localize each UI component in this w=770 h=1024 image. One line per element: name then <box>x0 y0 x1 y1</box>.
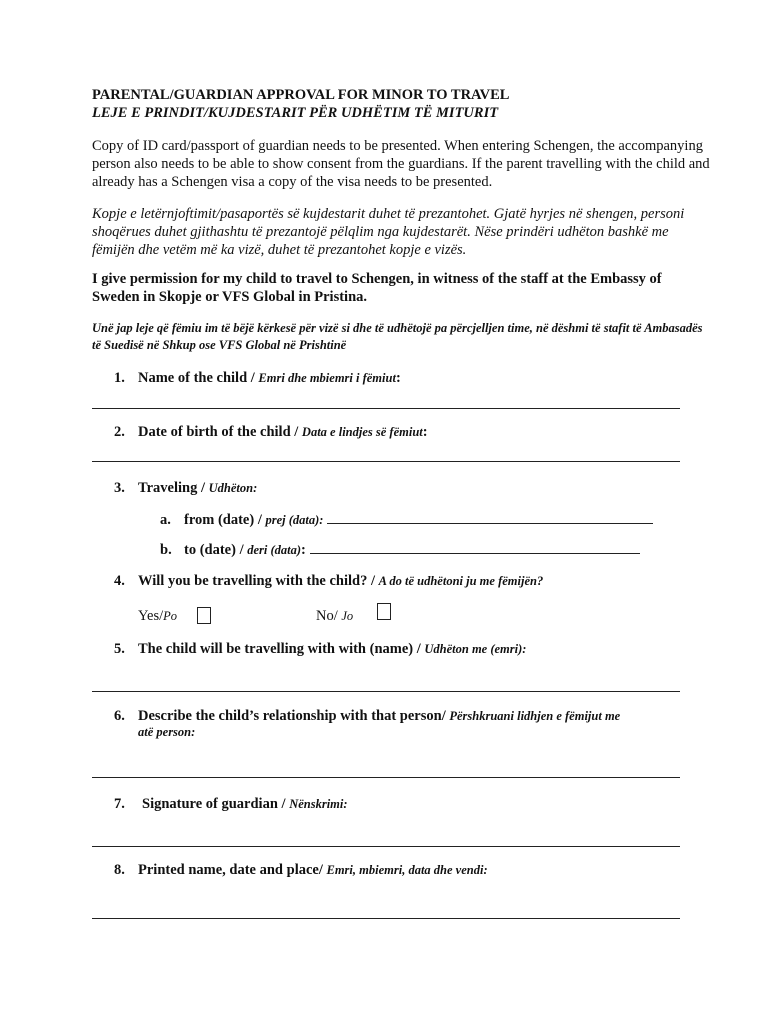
yes-checkbox[interactable] <box>197 607 211 624</box>
question-label-sq: A do të udhëtoni ju me fëmijën? <box>378 574 544 588</box>
option-yes-en: Yes/ <box>138 608 164 624</box>
option-no-label <box>316 608 353 625</box>
question-number: 7. <box>114 796 125 812</box>
permission-english: I give permission for my child to travel to Schengen, in witness of the staff at the Embassy of Sweden in Skopje or VFS Global in Pristina. <box>92 271 662 305</box>
question-label-en: Signature of guardian / <box>142 796 286 812</box>
question-number: 1. <box>114 370 125 386</box>
question-label-sq: Data e lindjes së fëmiut <box>301 425 423 439</box>
signature-field[interactable] <box>92 846 680 847</box>
permission-albanian: Unë jap leje që fëmiu im të bëjë kërkesë për vizë si dhe të udhëtojë pa përcjelljen time, në dëshmi të stafit të Ambasadës të Suedisë në Shkup ose VFS Global në Prishtinë <box>92 321 703 352</box>
option-yes-sq: Po <box>163 609 178 623</box>
question-label-en: Describe the child’s relationship with that person/ <box>138 708 446 724</box>
companion-name-field[interactable] <box>92 691 680 692</box>
question-printed-name <box>114 862 488 879</box>
option-no-sq: Jo <box>341 609 354 623</box>
question-label-en: Name of the child / <box>138 370 255 386</box>
title-albanian: LEJE E PRINDIT/KUJDESTARIT PËR UDHËTIM TË MITURIT <box>92 105 499 121</box>
question-label-sq: Udhëton me (emri): <box>424 642 527 656</box>
question-label-sq: Emri, mbiemri, data dhe vendi: <box>326 863 488 877</box>
question-child-name <box>114 370 401 387</box>
sub-label-en: to (date) / <box>184 542 244 558</box>
question-traveling <box>114 480 257 497</box>
question-from-date <box>160 511 653 529</box>
printed-name-field[interactable] <box>92 918 680 919</box>
question-label-sq: Përshkruani lidhjen e fëmijut me <box>449 709 621 723</box>
question-number: 4. <box>114 573 125 589</box>
sub-label-sq: prej (data): <box>265 513 324 527</box>
question-label-sq-cont: atë person: <box>138 725 196 739</box>
question-label-en: Will you be travelling with the child? / <box>138 573 375 589</box>
question-number: 3. <box>114 480 125 496</box>
child-name-field[interactable] <box>92 408 680 409</box>
question-label-en: Traveling / <box>138 480 205 496</box>
no-checkbox[interactable] <box>377 603 391 620</box>
question-label-sq: Emri dhe mbiemri i fëmiut <box>258 371 396 385</box>
question-number: 6. <box>114 708 125 724</box>
question-number: 5. <box>114 641 125 657</box>
question-to-date <box>160 541 640 559</box>
question-label-en: Printed name, date and place/ <box>138 862 323 878</box>
question-travel-with-child <box>114 573 543 590</box>
question-number: 2. <box>114 424 125 440</box>
question-colon: : <box>395 370 401 386</box>
question-label-en: The child will be travelling with with (name) / <box>138 641 421 657</box>
form-title <box>92 86 509 122</box>
question-label-en: Date of birth of the child / <box>138 424 299 440</box>
question-colon: : <box>422 424 428 440</box>
question-number: 8. <box>114 862 125 878</box>
question-label-sq: Nënskrimi: <box>289 797 348 811</box>
sub-letter: b. <box>160 542 172 558</box>
sub-label-sq: deri (data) <box>247 543 302 557</box>
sub-label-en: from (date) / <box>184 512 262 528</box>
question-date-of-birth <box>114 424 428 441</box>
question-signature <box>114 796 348 813</box>
from-date-field[interactable] <box>327 511 653 524</box>
date-of-birth-field[interactable] <box>92 461 680 462</box>
title-english: PARENTAL/GUARDIAN APPROVAL FOR MINOR TO TRAVEL <box>92 87 510 103</box>
question-relationship <box>114 708 620 725</box>
relationship-field[interactable] <box>92 777 680 778</box>
intro-english: Copy of ID card/passport of guardian needs to be presented. When entering Schengen, the accompanying person also needs to be able to show consent from the guardians. If the parent travelling with the child and already has a Schengen visa a copy of the visa needs to be presented. <box>92 138 710 190</box>
question-label-sq: Udhëton: <box>208 481 258 495</box>
question-travel-companion <box>114 641 526 658</box>
option-yes-label <box>138 608 177 625</box>
to-date-field[interactable] <box>310 541 640 554</box>
question-relationship-cont <box>138 724 195 741</box>
sub-letter: a. <box>160 512 171 528</box>
option-no-en: No/ <box>316 608 338 624</box>
sub-colon: : <box>301 542 306 558</box>
intro-albanian: Kopje e letërnjoftimit/pasaportës së kujdestarit duhet të prezantohet. Gjatë hyrjes në shengen, personi shoqërues duhet gjithashtu të prezantojë pëlqlim nga kujdestarët. Nëse prindëri udhëton bashkë me fëmijën dhe vetëm më ka vizë, duhet të prezantohet kopje e vizës. <box>92 206 685 258</box>
